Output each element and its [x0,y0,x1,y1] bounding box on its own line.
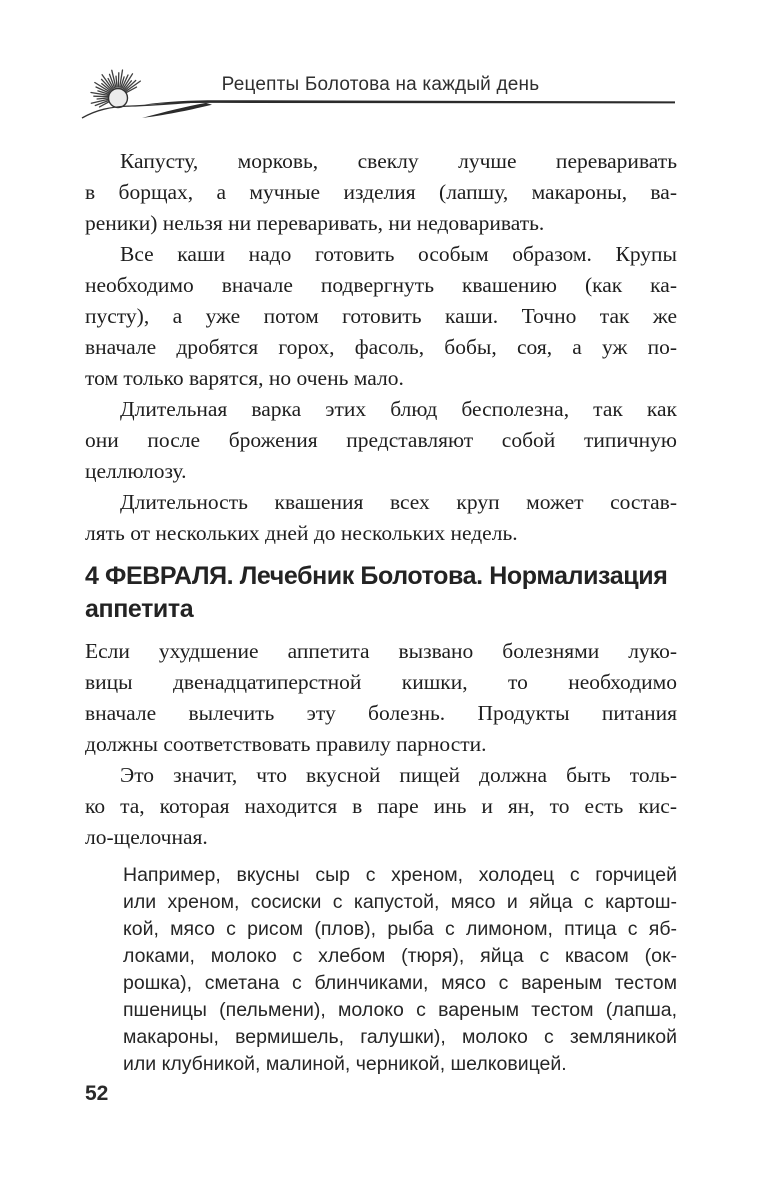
text-line: Капусту, морковь, свеклу лучше переваривать [120,149,677,173]
text-line: Все каши надо готовить особым образом. Крупы [120,242,677,266]
text-line: Это значит, что вкусной пищей должна быть толь- [120,763,677,787]
text-line: реники) нельзя ни переваривать, ни недоваривать. [85,211,545,235]
flower-petal [97,98,108,99]
text-line: рошка), сметана с блинчиками, мясо с вареным тестом [123,972,677,994]
text-line: пусту), а уже потом готовить каши. Точно так же [85,304,677,328]
text-line: или хреном, сосиски с капустой, мясо и яйца с картош- [123,891,677,913]
text-line: вначале дробятся горох, фасоль, бобы, соя, а уж по- [85,335,677,359]
paragraph [85,239,677,394]
paragraph [85,394,677,487]
text-line: том только варятся, но очень мало. [85,366,404,390]
text-line: аппетита [85,595,194,623]
page-number: 52 [85,1082,109,1105]
paragraph [85,146,677,239]
text-line: Длительность квашения всех круп может состав- [120,490,677,514]
example-block [85,862,677,1078]
paragraph [85,636,677,760]
page-content [85,146,677,1078]
text-line: макароны, вермишель, галушки), молоко с земляникой [123,1026,677,1048]
text-line: ко та, которая находится в паре инь и ян, то есть кис- [85,794,677,818]
flower-petal [94,96,108,97]
section-heading [85,560,677,626]
text-line: Если ухудшение аппетита вызвано болезнями луко- [85,639,677,663]
paragraph [85,487,677,549]
text-line: целлюлозу. [85,459,187,483]
running-header: Рецепты Болотова на каждый день [221,74,540,95]
text-line: они после брожения представляют собой типичную [85,428,677,452]
text-line: необходимо вначале подвергнуть квашению (как ка- [85,273,677,297]
text-line: пшеницы (пельмени), молоко с вареным тестом (лапша, [123,999,677,1021]
text-line: 4 ФЕВРАЛЯ. Лечебник Болотова. Нормализация [85,562,668,590]
text-line: вначале вылечить эту болезнь. Продукты питания [85,701,677,725]
text-line: кой, мясо с рисом (плов), рыба с лимоном, птица с яб- [123,918,677,940]
text-line: Например, вкусны сыр с хреном, холодец с горчицей [123,864,677,886]
text-line: должны соответствовать правилу парности. [85,732,487,756]
text-line: вицы двенадцатиперстной кишки, то необходимо [85,670,677,694]
text-line: или клубникой, малиной, черникой, шелковицей. [123,1053,567,1075]
text-line: локами, молоко с хлебом (тюря), яйца с квасом (ок- [123,945,677,967]
text-line: в борщах, а мучные изделия (лапшу, макароны, ва- [85,180,677,204]
text-line: ло-щелочная. [85,825,208,849]
header-rule [144,100,675,104]
text-line: Длительная варка этих блюд бесполезна, так как [120,397,677,421]
paragraph [85,760,677,853]
text-line: лять от нескольких дней до нескольких недель. [85,521,518,545]
